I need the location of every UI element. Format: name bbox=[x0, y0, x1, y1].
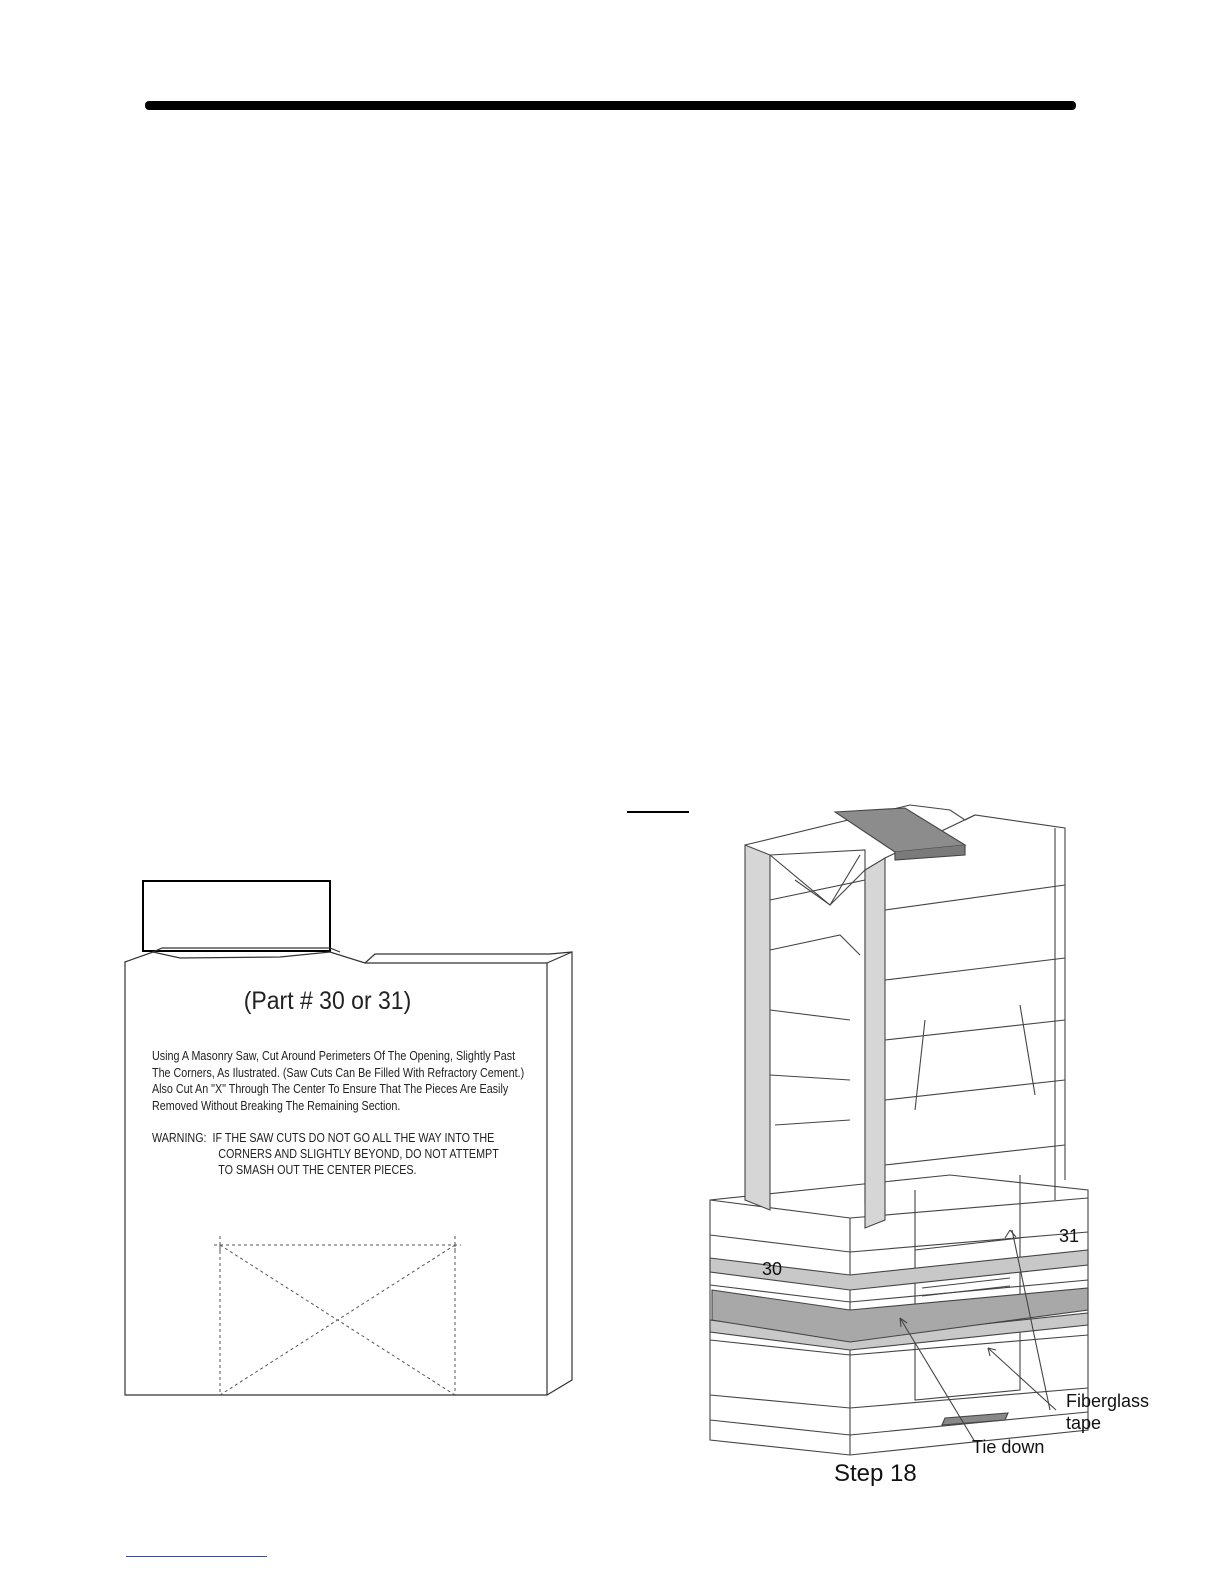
instruction-line: The Corners, As Ilustrated. (Saw Cuts Can Be Filled With Refractory Cement.) bbox=[152, 1065, 525, 1080]
warning-label: WARNING: bbox=[152, 1131, 207, 1145]
part-31-label: 31 bbox=[1059, 1226, 1080, 1246]
instruction-line: Using A Masonry Saw, Cut Around Perimeters Of The Opening, Slightly Past bbox=[152, 1049, 516, 1063]
warning-text bbox=[152, 1130, 499, 1176]
warning-line: IF THE SAW CUTS DO NOT GO ALL THE WAY INTO THE bbox=[212, 1131, 495, 1145]
cut-instructions bbox=[152, 1048, 524, 1114]
fireplace-assembly-illustration bbox=[700, 780, 1120, 1465]
footer-link-underline[interactable] bbox=[126, 1556, 267, 1557]
part-number-title: (Part # 30 or 31) bbox=[243, 987, 412, 1015]
instruction-line: Also Cut An "X" Through The Center To Ensure That The Pieces Are Easily bbox=[152, 1082, 509, 1096]
header-rule bbox=[145, 101, 1076, 110]
warning-line: TO SMASH OUT THE CENTER PIECES. bbox=[218, 1163, 417, 1176]
instruction-line: Removed Without Breaking The Remaining Section. bbox=[152, 1098, 401, 1113]
step-caption: Step 18 bbox=[834, 1460, 917, 1487]
warning-line: CORNERS AND SLIGHTLY BEYOND, DO NOT ATTEMPT bbox=[218, 1147, 499, 1161]
tape-label: tape bbox=[1066, 1413, 1102, 1433]
part-30-label: 30 bbox=[762, 1259, 783, 1279]
tie-down-label: Tie down bbox=[972, 1437, 1045, 1457]
fiberglass-label: Fiberglass bbox=[1066, 1391, 1150, 1411]
short-rule bbox=[627, 811, 689, 813]
